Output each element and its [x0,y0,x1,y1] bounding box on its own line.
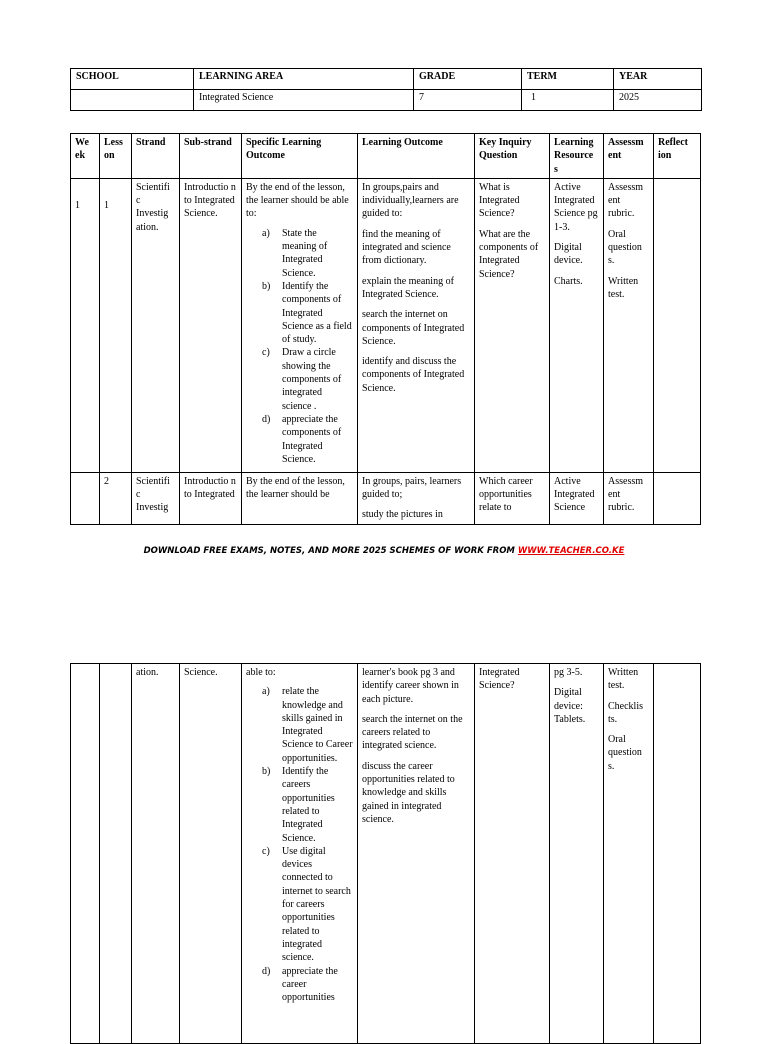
list-text: State the meaning of Integrated Science. [282,227,328,279]
resources-cell [550,664,604,1044]
reflection-cell [654,664,701,1044]
sow-header-week: We ek [71,134,100,179]
info-value-year: 2025 [614,90,702,111]
reflection-cell [654,472,701,524]
lesson-cell: 1 [100,178,132,472]
info-value-learning-area: Integrated Science [194,90,414,111]
sow-header-substrand: Sub-strand [180,134,242,179]
key-inquiry-cell [475,178,550,472]
scheme-of-work-continuation-table [70,663,701,1044]
specific-outcome-cell [242,664,358,1044]
substrand-cell: Introductio n to Integrated Science. [180,178,242,472]
learning-outcome-text: search the internet on the careers related to integrated science. [362,713,463,752]
info-header-row [71,69,702,90]
week-cell: 1 [71,178,100,472]
learning-outcome-text: study the pictures in [362,509,443,521]
list-text: Identify the careers opportunities related to Integrated Science. [282,766,335,844]
resource-text: pg 3-5. [554,667,583,678]
assessment-text: Checklis ts. [608,700,643,725]
list-marker: b) [262,766,271,778]
list-marker: a) [262,686,270,698]
list-text: relate the knowledge and skills gained in Integrated Science to Career opportunities. [282,686,353,764]
assessment-cell: Assessm ent rubric. [604,472,654,524]
list-text: appreciate the career opportunities [282,965,338,1004]
list-item [246,227,353,280]
key-inquiry-text: What are the components of Integrated Science? [479,228,539,280]
resource-text: Digital device: Tablets. [554,687,586,725]
sow-header-learning-outcome: Learning Outcome [358,134,475,179]
strand-cell: Scientifi c Investig ation. [132,178,180,472]
assessment-cell [604,664,654,1044]
info-value-grade: 7 [414,90,522,111]
outcome-intro: able to: [246,667,276,678]
assessment-text: Written test. [608,667,639,692]
sow-header-specific-outcome: Specific Learning Outcome [242,134,358,179]
info-table [70,68,702,111]
learning-outcome-text: discuss the career opportunities related to knowledge and skills gained in integrated science. [362,760,455,825]
list-item [246,346,353,412]
outcome-intro: By the end of the lesson, the learner should be able to: [246,181,349,220]
key-inquiry-cell: Which career opportunities relate to [475,472,550,524]
learning-outcome-cell [358,664,475,1044]
outcome-list [246,685,353,1004]
assessment-text: Assessm ent rubric. [608,181,644,220]
list-marker: b) [262,280,271,292]
page-footer [0,546,768,556]
substrand-cell: Introductio n to Integrated [180,472,242,524]
table-row [71,178,701,472]
resource-text: Digital device. [554,242,583,267]
table-row [71,472,701,524]
substrand-cell: Science. [180,664,242,1044]
specific-outcome-cell: By the end of the lesson, the learner should be [242,472,358,524]
footer-text: DOWNLOAD FREE EXAMS, NOTES, AND MORE 2025 SCHEMES OF WORK FROM [143,546,518,556]
resources-cell: Active Integrated Science [550,472,604,524]
list-text: appreciate the components of Integrated Science. [282,413,342,465]
list-item [246,965,353,1005]
strand-cell: ation. [132,664,180,1044]
resource-text: Charts. [554,275,583,287]
learning-outcome-text: In groups, pairs, learners guided to; [362,475,462,501]
learning-outcome-text: In groups,pairs and individually,learners are guided to: [362,181,459,220]
list-text: Identify the components of Integrated Science as a field of study. [282,280,352,346]
learning-outcome-cell [358,178,475,472]
learning-outcome-text: learner's book pg 3 and identify career shown in each picture. [362,667,459,705]
sow-header-row [71,134,701,179]
info-header-term: TERM [522,69,614,90]
info-value-school [71,90,194,111]
info-value-row [71,90,702,111]
specific-outcome-cell [242,178,358,472]
key-inquiry-cell: Integrated Science? [475,664,550,1044]
footer-link[interactable]: WWW.TEACHER.CO.KE [517,546,625,556]
learning-outcome-cell [358,472,475,524]
resource-text: Active Integrated Science pg 1-3. [554,181,598,233]
resources-cell [550,178,604,472]
sow-header-resources: Learning Resource s [550,134,604,179]
sow-header-lesson: Less on [100,134,132,179]
info-header-year: YEAR [614,69,702,90]
assessment-text: Written test. [608,275,639,300]
learning-outcome-text: explain the meaning of Integrated Science. [362,275,454,300]
week-cell [71,472,100,524]
list-item [246,685,353,765]
list-item [246,765,353,845]
table-row [71,664,701,1044]
assessment-text: Oral question s. [608,734,642,772]
info-header-school: SCHOOL [71,69,194,90]
learning-outcome-text: identify and discuss the components of Integrated Science. [362,356,465,394]
list-marker: c) [262,845,270,857]
list-marker: a) [262,227,270,239]
list-marker: c) [262,347,270,359]
strand-cell: Scientifi c Investig [132,472,180,524]
learning-outcome-text: search the internet on components of Integrated Science. [362,309,465,347]
list-item [246,845,353,965]
info-value-term: 1 [522,90,614,111]
sow-header-reflection: Reflect ion [654,134,701,179]
list-text: Draw a circle showing the components of integrated science . [282,347,342,412]
list-item [246,413,353,466]
outcome-list [246,227,353,466]
list-marker: d) [262,965,271,977]
info-header-grade: GRADE [414,69,522,90]
sow-header-strand: Strand [132,134,180,179]
assessment-cell [604,178,654,472]
key-inquiry-text: What is Integrated Science? [479,181,520,220]
assessment-text: Oral question s. [608,228,642,267]
lesson-cell: 2 [100,472,132,524]
sow-header-key-inquiry: Key Inquiry Question [475,134,550,179]
list-item [246,280,353,346]
info-header-learning-area: LEARNING AREA [194,69,414,90]
sow-header-assessment: Assessm ent [604,134,654,179]
reflection-cell [654,178,701,472]
week-cell [71,664,100,1044]
scheme-of-work-table [70,133,701,525]
lesson-cell [100,664,132,1044]
list-text: Use digital devices connected to internet to search for careers opportunities related to integrated science. [282,845,351,964]
learning-outcome-text: find the meaning of integrated and science from dictionary. [362,228,451,267]
list-marker: d) [262,413,271,425]
